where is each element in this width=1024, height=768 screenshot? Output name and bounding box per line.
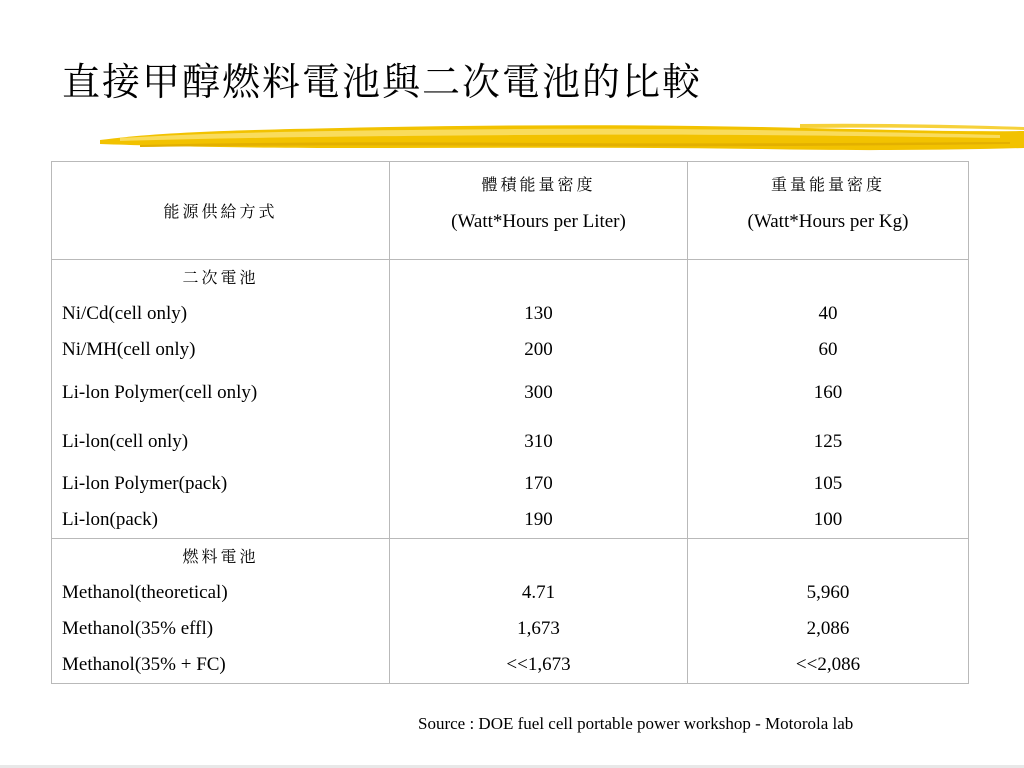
table-row-label: Li-lon Polymer(cell only): [62, 382, 258, 403]
section-volumetric-cell: [390, 539, 688, 684]
header-volumetric-unit: (Watt*Hours per Liter): [451, 211, 626, 232]
header-volumetric-title: 體積能量密度: [481, 175, 596, 194]
header-cell-volumetric: [390, 162, 688, 260]
spacer: [688, 260, 968, 296]
section-heading: 燃料電池: [182, 547, 259, 566]
table-header-row: [52, 162, 969, 260]
section-volumetric-cell: [390, 260, 688, 539]
table-cell-gravimetric: 60: [818, 339, 838, 360]
spacer: [390, 260, 687, 296]
table-cell-volumetric: 190: [524, 509, 553, 530]
section-names-cell: [52, 539, 390, 684]
table-section-secondary-batteries: [52, 260, 969, 539]
section-gravimetric-cell: [688, 539, 969, 684]
spacer: [390, 539, 687, 575]
table-cell-gravimetric: 5,960: [806, 582, 850, 603]
section-gravimetric-cell: [688, 260, 969, 539]
table-cell-volumetric: 300: [524, 382, 553, 403]
header-cell-supply-method: [52, 162, 390, 260]
table-row-label: Ni/Cd(cell only): [62, 303, 188, 324]
table-cell-volumetric: 4.71: [521, 582, 556, 603]
section-heading: 二次電池: [182, 268, 259, 287]
header-gravimetric-title: 重量能量密度: [770, 175, 885, 194]
table-row-label: Methanol(35% effl): [62, 618, 214, 639]
section-names-cell: [52, 260, 390, 539]
table-cell-volumetric: 310: [524, 431, 553, 452]
table-cell-gravimetric: 160: [813, 382, 843, 403]
decorative-brush-stroke: [100, 118, 1024, 160]
table-cell-volumetric: 1,673: [517, 618, 560, 639]
table-cell-gravimetric: <<2,086: [795, 654, 861, 675]
table-row-label: Methanol(theoretical): [62, 582, 228, 603]
table-cell-volumetric: 170: [524, 473, 553, 494]
page-title: 直接甲醇燃料電池與二次電池的比較: [62, 60, 703, 104]
table-cell-gravimetric: 40: [818, 303, 838, 324]
header-cell-gravimetric: [688, 162, 969, 260]
table-cell-gravimetric: 125: [813, 431, 843, 452]
table-cell-volumetric: 200: [524, 339, 553, 360]
table-cell-gravimetric: 105: [813, 473, 843, 494]
table-row-label: Li-lon(cell only): [62, 431, 189, 452]
table-row-label: Ni/MH(cell only): [62, 339, 196, 360]
source-citation: Source : DOE fuel cell portable power workshop - Motorola lab: [418, 714, 854, 733]
header-supply-method: 能源供給方式: [163, 202, 278, 221]
table-row-label: Li-lon Polymer(pack): [62, 473, 228, 494]
table-cell-volumetric: 130: [524, 303, 553, 324]
table-section-fuel-cells: [52, 539, 969, 684]
table-row-label: Li-lon(pack): [62, 509, 159, 530]
table-cell-volumetric: <<1,673: [506, 654, 571, 675]
header-gravimetric-unit: (Watt*Hours per Kg): [747, 211, 909, 232]
table-row-label: Methanol(35% + FC): [62, 654, 226, 675]
spacer: [688, 539, 968, 575]
table-cell-gravimetric: 100: [813, 509, 843, 530]
table-cell-gravimetric: 2,086: [806, 618, 850, 639]
comparison-table: [51, 161, 969, 684]
